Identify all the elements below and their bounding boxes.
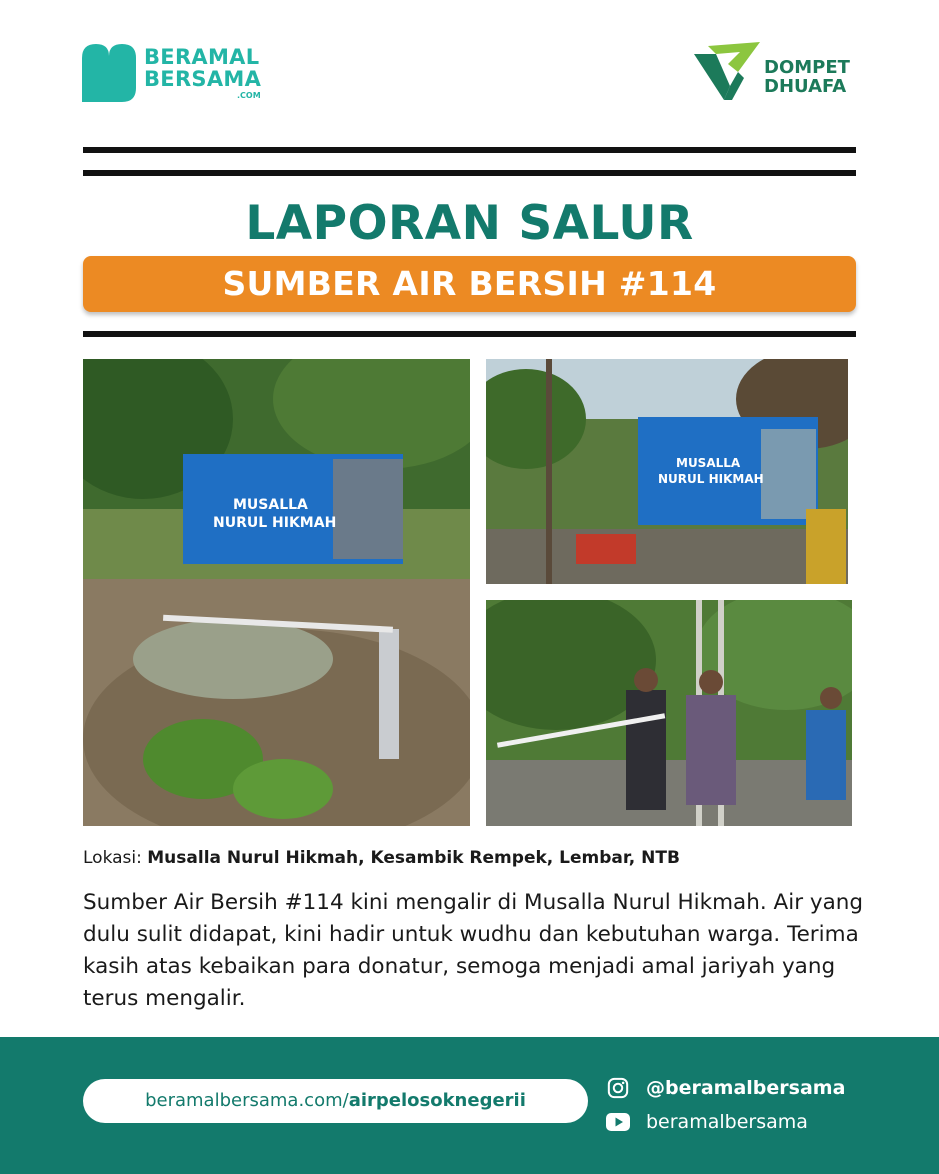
heart-logo-icon [82, 44, 136, 102]
photo-water-pipe [83, 359, 470, 826]
dompet-dhuafa-mark-icon [694, 42, 762, 104]
logo-suffix: .COM [237, 91, 261, 100]
instagram-text: @beramalbersama [646, 1077, 846, 1099]
banner-line2: NURUL HIKMAH [213, 515, 337, 531]
location-label: Lokasi: [83, 848, 142, 868]
youtube-channel[interactable] [606, 1109, 866, 1135]
photo-drilling-rig [486, 359, 848, 584]
logo-line1: BERAMAL [144, 45, 260, 69]
url-path: airpelosoknegerii [348, 1090, 526, 1111]
url-base: beramalbersama.com/ [145, 1090, 349, 1111]
divider-bottom [83, 331, 856, 337]
location-value: Musalla Nurul Hikmah, Kesambik Rempek, Lembar, NTB [147, 848, 680, 868]
divider-top-1 [83, 147, 856, 153]
instagram-icon [606, 1077, 630, 1099]
dompet-dhuafa-logo [694, 42, 874, 106]
subtitle-banner [83, 256, 856, 312]
photo-workers [486, 600, 852, 826]
banner-line1: MUSALLA [233, 497, 308, 513]
divider-top-2 [83, 170, 856, 176]
instagram-handle[interactable] [606, 1075, 866, 1101]
dompet-line1: DOMPET [764, 57, 850, 78]
donation-url-link[interactable] [83, 1079, 588, 1123]
banner2-line1: MUSALLA [676, 456, 741, 470]
page-title: LAPORAN SALUR [245, 196, 694, 251]
youtube-text: beramalbersama [646, 1111, 808, 1133]
subtitle-text: SUMBER AIR BERSIH #114 [222, 264, 717, 303]
banner2-line2: NURUL HIKMAH [658, 472, 764, 486]
youtube-icon [606, 1111, 630, 1133]
beramal-bersama-logo [82, 44, 282, 106]
description-paragraph: Sumber Air Bersih #114 kini mengalir di Musalla Nurul Hikmah. Air yang dulu sulit didapat, kini hadir untuk wudhu dan kebutuhan warga. Terima kasih atas kebaikan para donatur, semoga menjadi amal jariyah yang terus mengalir. [83, 890, 864, 1011]
logo-line2: BERSAMA [144, 67, 262, 91]
dompet-line2: DHUAFA [764, 76, 847, 97]
location-line [83, 848, 680, 868]
